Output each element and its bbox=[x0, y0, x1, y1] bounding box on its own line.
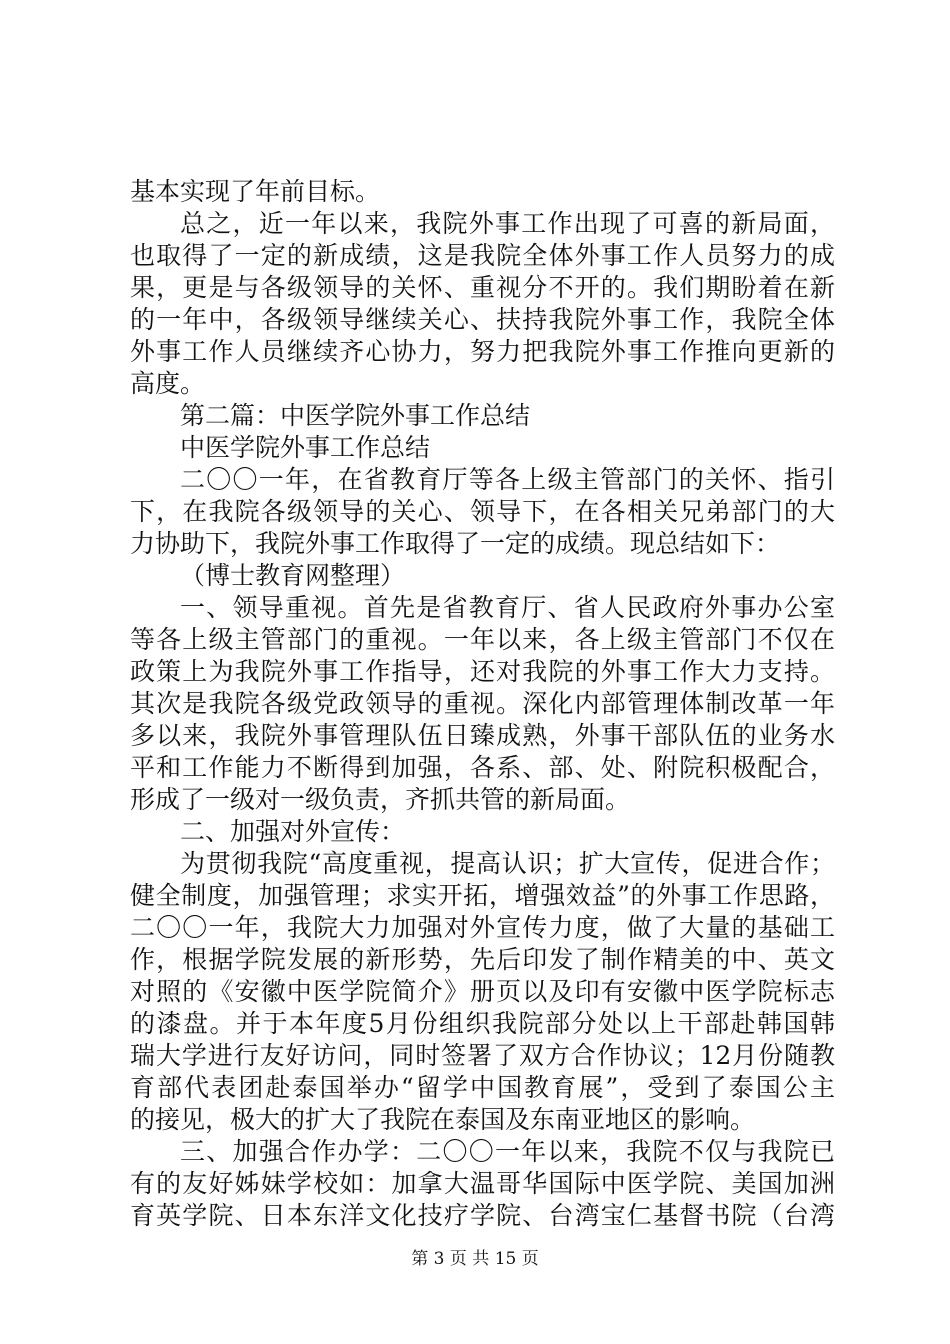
document-body bbox=[130, 176, 835, 1232]
text-line: 育部代表团赴泰国举办“留学中国教育展”，受到了泰国公主 bbox=[130, 1073, 835, 1102]
text-line: 二〇〇一年，在省教育厅等各上级主管部门的关怀、指引 bbox=[180, 465, 835, 494]
text-line: 的一年中，各级领导继续关心、扶持我院外事工作，我院全体 bbox=[130, 305, 835, 334]
subheading: 二、加强对外宣传： bbox=[180, 817, 406, 846]
text-line: 形成了一级对一级负责，齐抓共管的新局面。 bbox=[130, 785, 631, 814]
page-number: 第 3 页 共 15 页 bbox=[411, 1249, 539, 1269]
text-line: 下，在我院各级领导的关心、领导下，在各相关兄弟部门的大 bbox=[130, 497, 835, 526]
text-line: 为贯彻我院“高度重视，提高认识；扩大宣传，促进合作； bbox=[180, 849, 835, 878]
page-footer bbox=[0, 1244, 950, 1269]
text-line: 对照的《安徽中医学院简介》册页以及印有安徽中医学院标志 bbox=[130, 977, 835, 1006]
text-line: 三、加强合作办学：二〇〇一年以来，我院不仅与我院已 bbox=[180, 1137, 835, 1166]
text-line: 总之，近一年以来，我院外事工作出现了可喜的新局面， bbox=[180, 209, 835, 238]
text-line: 其次是我院各级党政领导的重视。深化内部管理体制改革一年 bbox=[130, 689, 835, 718]
text-line: 平和工作能力不断得到加强，各系、部、处、附院积极配合， bbox=[130, 753, 835, 782]
text-line: 一、领导重视。首先是省教育厅、省人民政府外事办公室 bbox=[180, 593, 835, 622]
text-line: 育英学院、日本东洋文化技疗学院、台湾宝仁基督书院（台湾 bbox=[130, 1201, 835, 1230]
text-line: 瑞大学进行友好访问，同时签署了双方合作协议；12月份随教 bbox=[130, 1041, 835, 1070]
text-line: 作，根据学院发展的新形势，先后印发了制作精美的中、英文 bbox=[130, 945, 835, 974]
text-line: 的接见，极大的扩大了我院在泰国及东南亚地区的影响。 bbox=[130, 1105, 756, 1134]
text-line: 的漆盘。并于本年度5月份组织我院部分处以上干部赴韩国韩 bbox=[130, 1009, 835, 1038]
text-line: 等各上级主管部门的重视。一年以来，各上级主管部门不仅在 bbox=[130, 625, 835, 654]
text-line: 果，更是与各级领导的关怀、重视分不开的。我们期盼着在新 bbox=[130, 273, 835, 302]
text-line: 也取得了一定的新成绩，这是我院全体外事工作人员努力的成 bbox=[130, 241, 835, 270]
text-line: 基本实现了年前目标。 bbox=[130, 177, 381, 206]
text-line: 力协助下，我院外事工作取得了一定的成绩。现总结如下： bbox=[130, 529, 781, 558]
text-line: 高度。 bbox=[130, 369, 206, 398]
text-line: 健全制度，加强管理；求实开拓，增强效益”的外事工作思路， bbox=[130, 881, 835, 910]
text-line: 多以来，我院外事管理队伍日臻成熟，外事干部队伍的业务水 bbox=[130, 721, 835, 750]
text-line: 外事工作人员继续齐心协力，努力把我院外事工作推向更新的 bbox=[130, 337, 835, 366]
source-note: （博士教育网整理） bbox=[180, 561, 406, 590]
text-line: 有的友好姊妹学校如：加拿大温哥华国际中医学院、美国加洲 bbox=[130, 1169, 835, 1198]
section-title: 中医学院外事工作总结 bbox=[180, 433, 431, 462]
section-heading: 第二篇：中医学院外事工作总结 bbox=[180, 401, 531, 430]
text-line: 二〇〇一年，我院大力加强对外宣传力度，做了大量的基础工 bbox=[130, 913, 835, 942]
text-line: 政策上为我院外事工作指导，还对我院的外事工作大力支持。 bbox=[130, 657, 835, 686]
